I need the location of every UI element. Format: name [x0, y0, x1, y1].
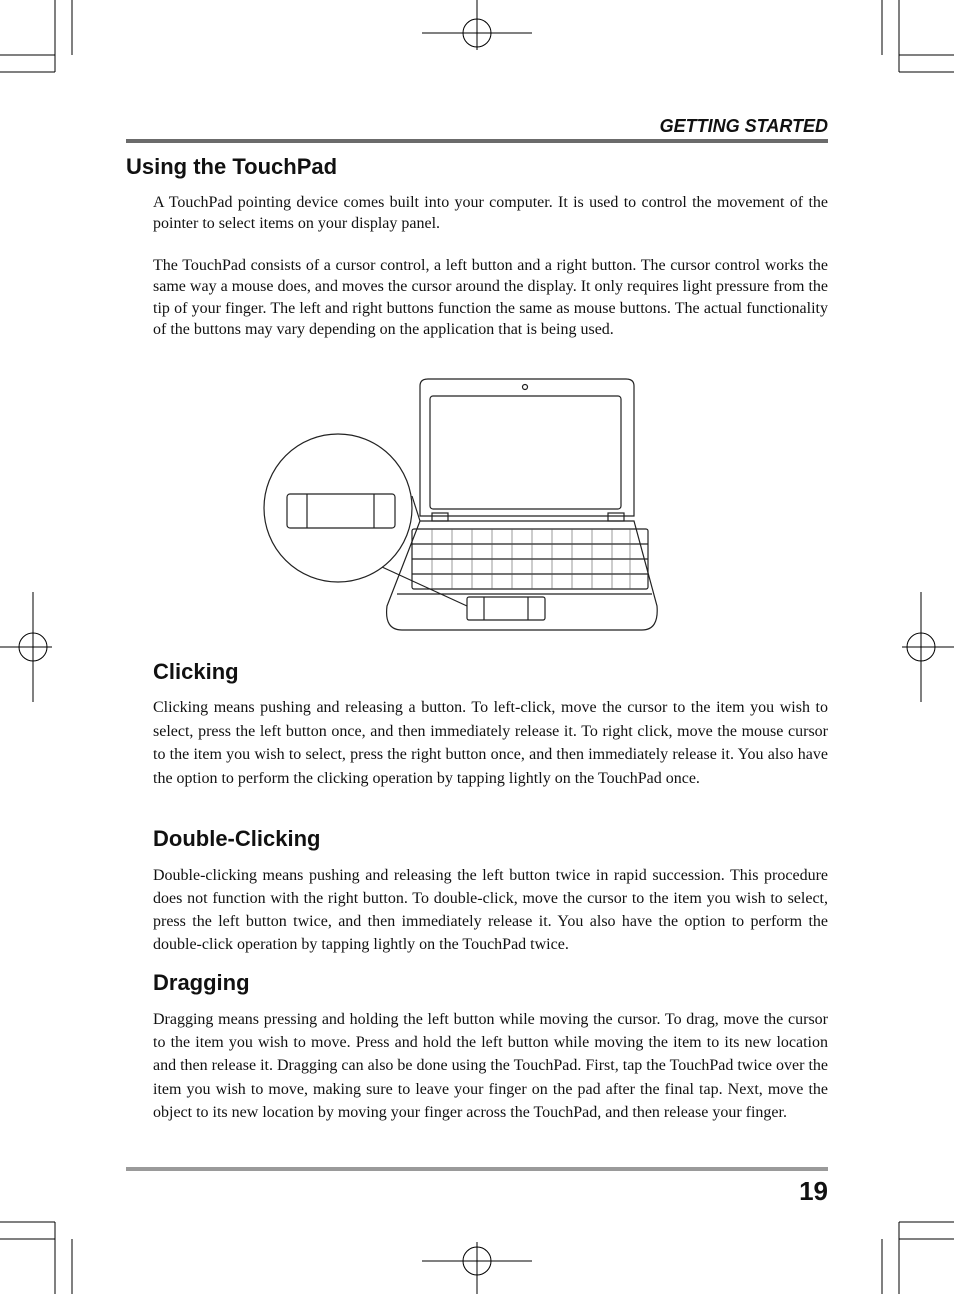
dragging-heading: Dragging	[153, 970, 250, 995]
header-rule	[126, 139, 828, 143]
running-header: GETTING STARTED	[659, 116, 828, 136]
laptop-touchpad-illustration	[262, 376, 672, 634]
double-clicking-paragraph: Double-clicking means pushing and releasing the left button twice in rapid succession. This procedure does not function with the right button. To double-click, move the cursor to the item you wish to select, press the left button twice, and then immediately release it. You also have the option to perform the double-click operation by tapping lightly on the TouchPad twice.	[153, 867, 828, 953]
double-clicking-heading: Double-Clicking	[153, 826, 321, 851]
page-number: 19	[799, 1176, 828, 1206]
clicking-heading: Clicking	[153, 659, 239, 684]
footer-rule	[126, 1167, 828, 1171]
intro-paragraph-1: A TouchPad pointing device comes built into your computer. It is used to control the movement of the pointer to select items on your display panel.	[153, 194, 828, 233]
dragging-paragraph: Dragging means pressing and holding the left button while moving the cursor. To drag, move the cursor to the item you wish to move. Press and hold the left button while moving the item to its new location and then release it. Dragging can also be done using the TouchPad. First, tap the TouchPad twice over the item you wish to move, making sure to leave your finger on the pad after the final tap. Next, move the object to its new location by moving your finger across the TouchPad, and then release your finger.	[153, 1011, 828, 1121]
intro-paragraph-2: The TouchPad consists of a cursor control, a left button and a right button. The cursor control works the same way a mouse does, and moves the cursor around the display. It only requires light pressure from the tip of your finger. The left and right buttons function the same as mouse buttons. The actual functionality of the buttons may vary depending on the application that is being used.	[153, 257, 828, 338]
section-title: Using the TouchPad	[126, 154, 338, 179]
clicking-paragraph: Clicking means pushing and releasing a button. To left-click, move the cursor to the item you wish to select, press the left button once, and then immediately release it. To right click, move the mouse cursor to the item you wish to select, press the right button once, and then immediately release it. You also have the option to perform the clicking operation by tapping lightly on the TouchPad once.	[153, 699, 828, 787]
